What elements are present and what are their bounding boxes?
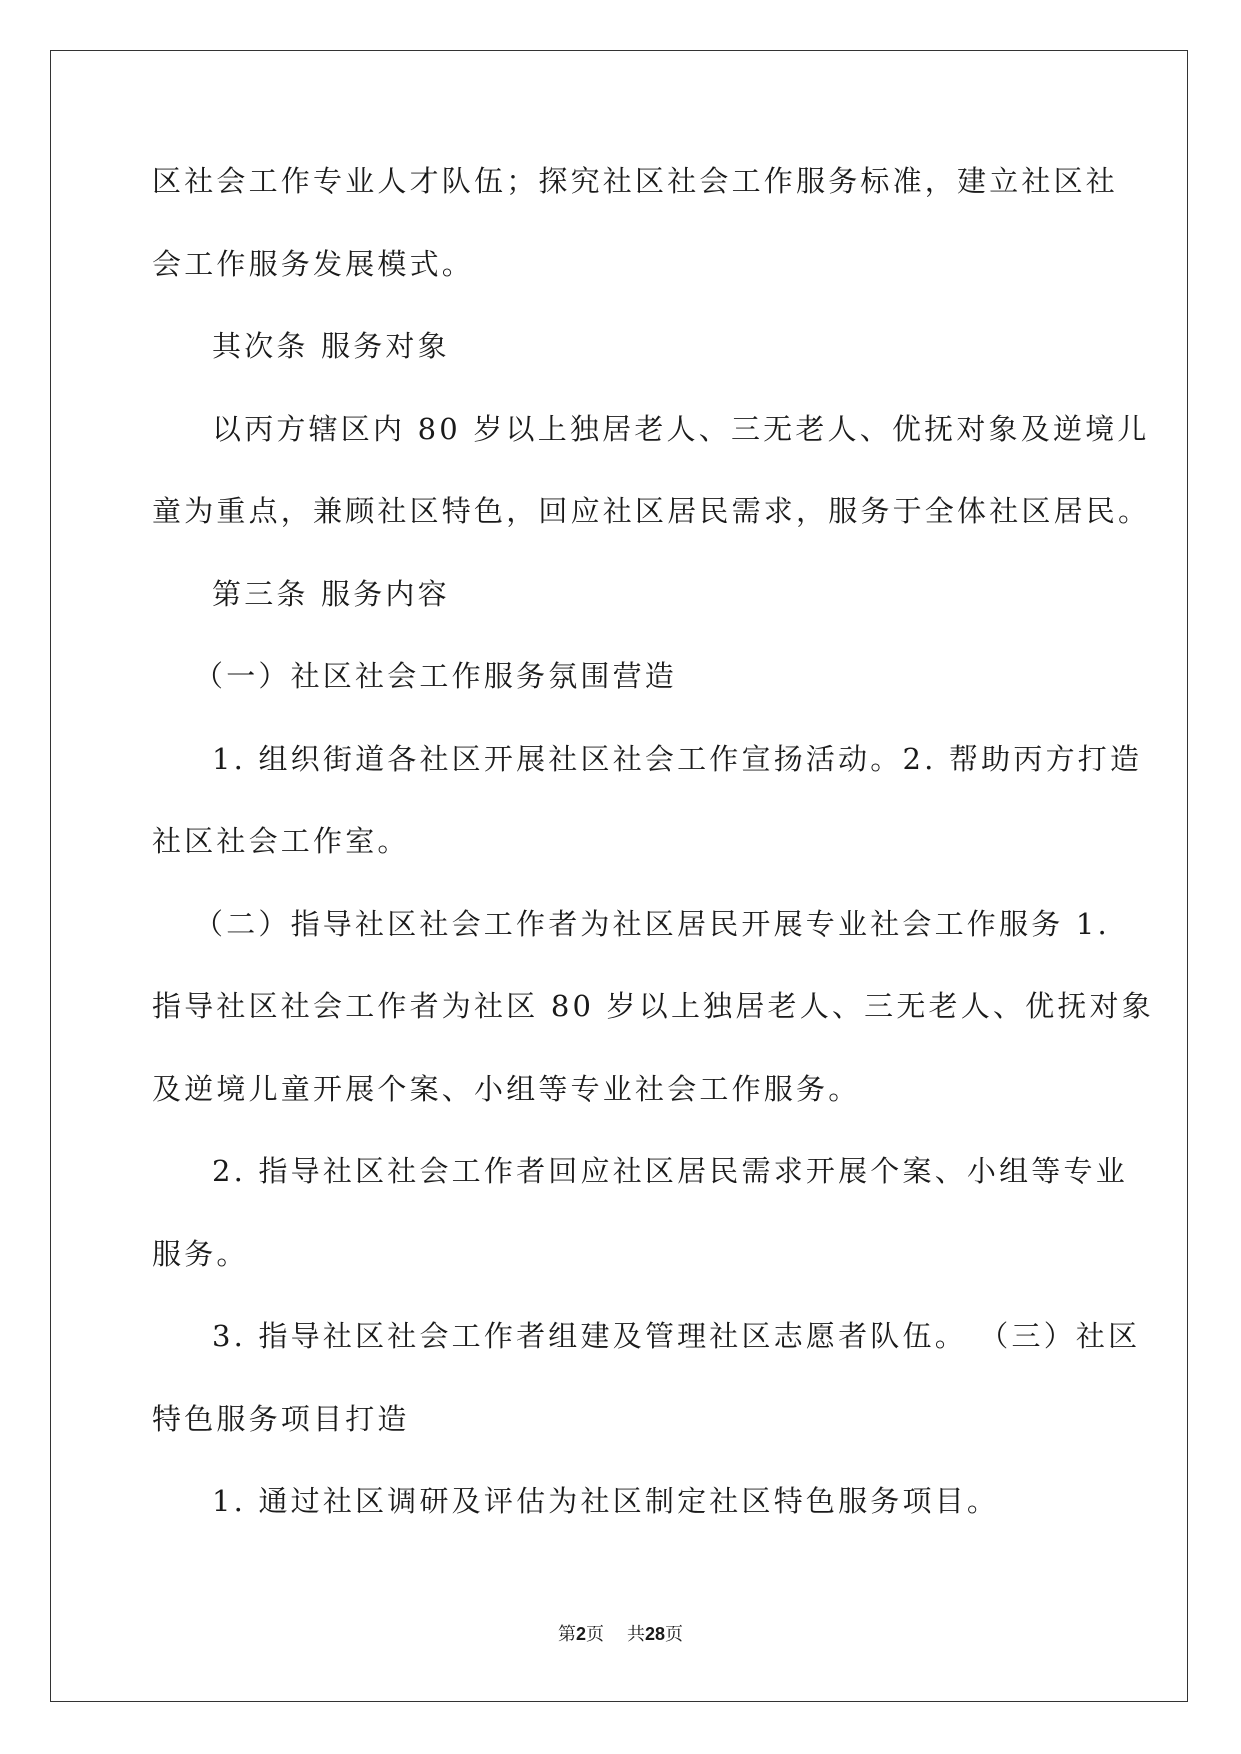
section-heading-2: 其次条 服务对象 bbox=[212, 329, 450, 363]
subsection-heading-1: （一）社区社会工作服务氛围营造 bbox=[194, 659, 678, 693]
section-heading-3: 第三条 服务内容 bbox=[212, 576, 450, 611]
text-line-15: 3. 指导社区社会工作者组建及管理社区志愿者队伍。 （三）社区 bbox=[212, 1319, 1141, 1353]
text-line-8: 1. 组织街道各社区开展社区社会工作宣扬活动。2. 帮助丙方打造 bbox=[212, 741, 1143, 776]
total-prefix: 共 bbox=[626, 1624, 645, 1645]
page-suffix: 页 bbox=[586, 1624, 605, 1645]
page-current: 2 bbox=[576, 1624, 587, 1644]
text-line-4: 以丙方辖区内 80 岁以上独居老人、三无老人、优抚对象及逆境儿 bbox=[212, 411, 1150, 446]
text-line-17: 1. 通过社区调研及评估为社区制定社区特色服务项目。 bbox=[212, 1484, 1000, 1518]
text-line-2: 会工作服务发展模式。 bbox=[152, 246, 475, 281]
subsection-heading-2: （二）指导社区社会工作者为社区居民开展专业社会工作服务 1. bbox=[194, 906, 1110, 941]
text-line-12: 及逆境儿童开展个案、小组等专业社会工作服务。 bbox=[152, 1071, 861, 1106]
text-line-14: 服务。 bbox=[152, 1236, 249, 1271]
text-line-16: 特色服务项目打造 bbox=[152, 1401, 410, 1436]
document-body bbox=[152, 160, 1154, 1563]
page-prefix: 第 bbox=[558, 1624, 577, 1645]
text-line-5: 童为重点，兼顾社区特色，回应社区居民需求，服务于全体社区居民。 bbox=[152, 494, 1151, 528]
text-line-9: 社区社会工作室。 bbox=[152, 824, 410, 858]
text-line-11: 指导社区社会工作者为社区 80 岁以上独居老人、三无老人、优抚对象 bbox=[152, 989, 1154, 1023]
total-suffix: 页 bbox=[664, 1624, 683, 1645]
page-total: 28 bbox=[644, 1624, 665, 1644]
text-line-13: 2. 指导社区社会工作者回应社区居民需求开展个案、小组等专业 bbox=[212, 1154, 1128, 1188]
page-footer bbox=[0, 1622, 1241, 1647]
text-line-1: 区社会工作专业人才队伍；探究社区社会工作服务标准，建立社区社 bbox=[152, 164, 1119, 198]
